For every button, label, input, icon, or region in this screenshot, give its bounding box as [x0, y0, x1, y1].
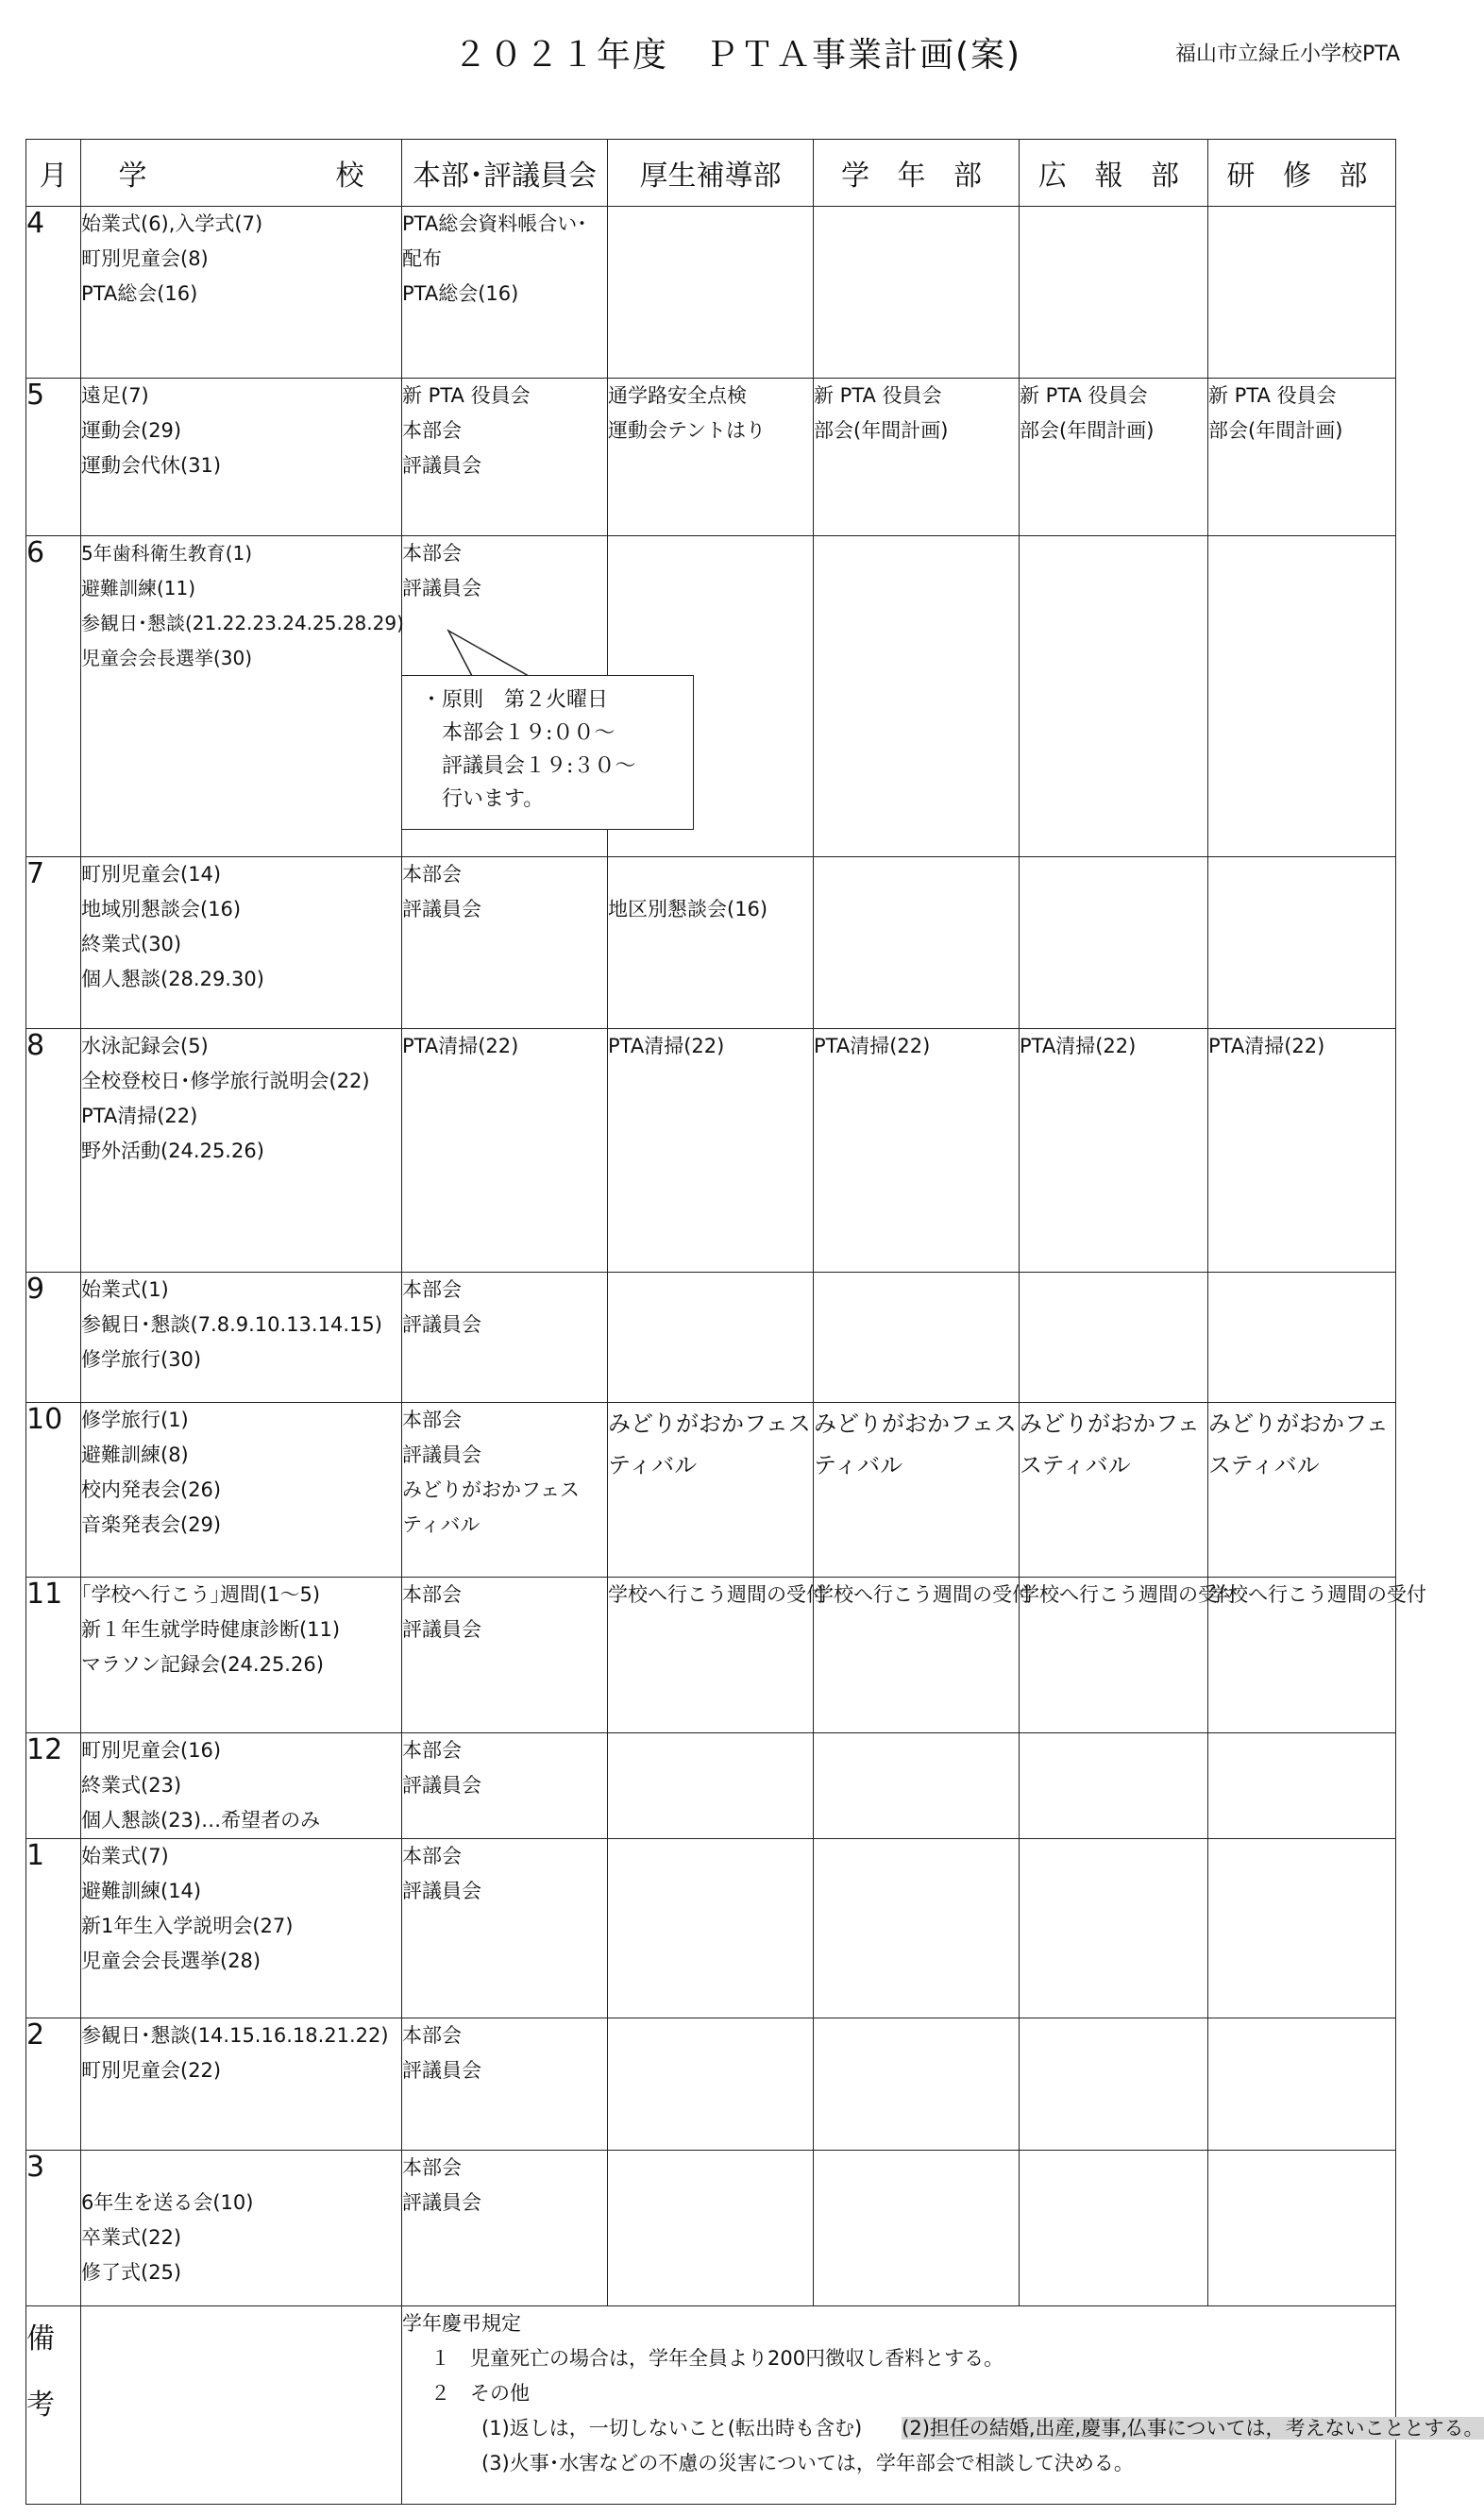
honbu-entry: 本部会 [402, 2156, 462, 2179]
school-entry: 町別児童会(16) [81, 1739, 222, 1762]
school-entry: 個人懇談(23)…希望者のみ [81, 1809, 321, 1832]
school-entry: 参観日･懇談(14.15.16.18.21.22) [81, 2024, 389, 2047]
honbu-entry: 評議員会 [402, 1313, 481, 1336]
bikou-row [26, 2306, 1396, 2505]
header-honbu: 本部･評議員会 [402, 140, 608, 207]
school-entry: 町別児童会(8) [81, 247, 209, 270]
gakunen-cell [814, 1578, 1032, 1733]
school-cell [81, 536, 402, 857]
honbu-entry: 本部会 [402, 863, 462, 886]
honbu-entry: 本部会 [402, 1583, 462, 1606]
month-cell: 9 [26, 1273, 81, 1403]
kousei-entry: PTA清掃(22) [608, 1035, 725, 1057]
header-kousei: 厚生補導部 [608, 140, 814, 207]
kenshu-entry: 学校へ行こう週間の受付 [1208, 1583, 1426, 1606]
header-kouhou: 広 報 部 [1020, 140, 1208, 207]
school-entry: 野外活動(24.25.26) [81, 1140, 264, 1162]
honbu-cell [402, 1273, 608, 1403]
callout-line-4: 行います。 [442, 787, 545, 811]
kenshu-cell [1208, 379, 1396, 536]
honbu-entry: 評議員会 [402, 1774, 481, 1797]
kousei-cell [608, 1273, 814, 1403]
month-cell: 4 [26, 207, 81, 379]
honbu-entry: 評議員会 [402, 898, 481, 920]
school-entry: 終業式(23) [81, 1774, 182, 1797]
month-row [26, 857, 1396, 1029]
gakunen-entry: 学校へ行こう週間の受付 [814, 1583, 1032, 1606]
honbu-entry: 本部会 [402, 419, 462, 442]
school-cell [81, 1403, 402, 1578]
gakunen-cell [814, 1273, 1020, 1403]
kousei-entry [608, 857, 813, 892]
bikou-sub-3: (3)火事･水害などの不慮の災害については，学年部会で相談して決める。 [481, 2452, 1134, 2474]
bikou-item-1: １ 児童死亡の場合は，学年全員より200円徴収し香料とする。 [430, 2347, 1004, 2370]
kenshu-cell [1208, 1578, 1426, 1733]
gakunen-entry: 部会(年間計画) [814, 419, 949, 442]
month-row [26, 1403, 1396, 1578]
bikou-sub-line [402, 2411, 1484, 2446]
gakunen-cell [814, 536, 1020, 857]
month-row [26, 2018, 1396, 2151]
honbu-entry: PTA清掃(22) [402, 1035, 519, 1057]
bikou-item-2: ２ その他 [430, 2382, 530, 2405]
honbu-entry: 本部会 [402, 1278, 462, 1301]
school-entry: 地域別懇談会(16) [81, 898, 242, 920]
kenshu-entry: 新 PTA 役員会 [1208, 384, 1337, 407]
kousei-entry: 学校へ行こう週間の受付 [608, 1583, 826, 1606]
kouhou-entry: 新 PTA 役員会 [1020, 384, 1148, 407]
honbu-entry: 評議員会 [402, 577, 481, 599]
school-cell [81, 2018, 402, 2151]
kousei-cell [608, 1839, 814, 2018]
school-entry [81, 2151, 401, 2186]
kenshu-cell [1208, 1403, 1396, 1578]
gakunen-cell [814, 207, 1020, 379]
school-entry: 終業式(30) [81, 933, 182, 955]
kenshu-cell [1208, 2151, 1396, 2306]
school-entry: 町別児童会(22) [81, 2059, 222, 2082]
month-row [26, 1578, 1396, 1733]
month-cell: 1 [26, 1839, 81, 2018]
honbu-entry: 本部会 [402, 2024, 462, 2047]
gakunen-entry: みどりがおかフェスティバル [814, 1410, 1017, 1478]
kouhou-entry: 部会(年間計画) [1020, 419, 1155, 442]
honbu-entry: 評議員会 [402, 454, 481, 477]
header-month: 月 [26, 140, 81, 207]
header-gakunen: 学 年 部 [814, 140, 1020, 207]
honbu-entry: 本部会 [402, 1409, 462, 1431]
header-school-char-2: 校 [335, 160, 364, 193]
school-entry: 参観日･懇談(7.8.9.10.13.14.15) [81, 1313, 382, 1336]
honbu-cell [402, 2151, 608, 2306]
month-cell: 2 [26, 2018, 81, 2151]
honbu-entry: 本部会 [402, 1845, 462, 1867]
meeting-callout [401, 675, 694, 830]
kouhou-cell [1020, 2018, 1208, 2151]
gakunen-cell [814, 379, 1020, 536]
school-entry: 始業式(6),入学式(7) [81, 212, 263, 235]
school-cell [81, 1733, 402, 1839]
kouhou-cell [1020, 1029, 1208, 1273]
bikou-title: 学年慶弔規定 [402, 2312, 521, 2335]
bikou-label-1: 備 [26, 2322, 55, 2356]
kenshu-entry: みどりがおかフェスティバル [1208, 1410, 1389, 1478]
month-cell: 5 [26, 379, 81, 536]
honbu-cell [402, 1839, 608, 2018]
kouhou-cell [1020, 379, 1208, 536]
school-entry: 水泳記録会(5) [81, 1035, 209, 1057]
kenshu-cell [1208, 2018, 1396, 2151]
month-row [26, 1733, 1396, 1839]
school-cell [81, 857, 402, 1029]
kenshu-entry: PTA清掃(22) [1208, 1035, 1325, 1057]
school-entry: 新１年生就学時健康診断(11) [81, 1618, 341, 1641]
gakunen-cell [814, 1403, 1020, 1578]
month-row [26, 1839, 1396, 2018]
kenshu-cell [1208, 1839, 1396, 2018]
bikou-sub-1: (1)返しは，一切しないこと(転出時も含む) [481, 2417, 902, 2440]
honbu-cell [402, 857, 608, 1029]
month-cell: 12 [26, 1733, 81, 1839]
kenshu-cell [1208, 207, 1396, 379]
month-cell: 7 [26, 857, 81, 1029]
school-entry: 修学旅行(1) [81, 1409, 189, 1431]
school-entry: 個人懇談(28.29.30) [81, 968, 264, 990]
kousei-cell [608, 379, 814, 536]
honbu-entry: 評議員会 [402, 1880, 481, 1902]
page-title: ２０２１年度 ＰＴＡ事業計画(案) [453, 36, 1022, 75]
school-entry: 全校登校日･修学旅行説明会(22) [81, 1070, 370, 1092]
kouhou-cell [1020, 536, 1208, 857]
month-row [26, 1029, 1396, 1273]
honbu-entry: ティバル [402, 1513, 481, 1536]
honbu-cell [402, 1578, 608, 1733]
honbu-entry: 新 PTA 役員会 [402, 384, 531, 407]
gakunen-cell [814, 2151, 1020, 2306]
honbu-entry: 評議員会 [402, 1444, 481, 1466]
month-cell: 6 [26, 536, 81, 857]
plan-table [25, 139, 1484, 2505]
month-row [26, 379, 1396, 536]
month-cell: 3 [26, 2151, 81, 2306]
honbu-cell [402, 379, 608, 536]
bikou-empty-cell [81, 2306, 402, 2505]
callout-line-3: 評議員会１９:３０～ [442, 754, 636, 778]
honbu-cell [402, 1733, 608, 1839]
bikou-content [402, 2306, 1484, 2505]
kouhou-cell [1020, 857, 1208, 1029]
bikou-sub-2: (2)担任の結婚,出産,慶事,仏事については，考えないこととする。 [902, 2417, 1484, 2440]
kousei-entry: 運動会テントはり [608, 419, 766, 442]
kouhou-cell [1020, 1403, 1208, 1578]
kousei-cell [608, 2151, 814, 2306]
school-entry: 修了式(25) [81, 2261, 182, 2284]
honbu-entry: 本部会 [402, 542, 462, 565]
honbu-entry: PTA総会(16) [402, 282, 519, 305]
school-cell [81, 379, 402, 536]
kenshu-cell [1208, 536, 1396, 857]
school-cell [81, 1578, 402, 1733]
school-entry: PTA総会(16) [81, 282, 198, 305]
kenshu-cell [1208, 857, 1396, 1029]
kousei-cell [608, 207, 814, 379]
kouhou-entry: みどりがおかフェスティバル [1020, 1410, 1200, 1478]
school-entry: 卒業式(22) [81, 2226, 182, 2249]
kousei-entry: 通学路安全点検 [608, 384, 747, 407]
kouhou-cell [1020, 1273, 1208, 1403]
callout-line-1: ・原則 第２火曜日 [421, 688, 609, 712]
school-cell [81, 207, 402, 379]
honbu-entry: 本部会 [402, 1739, 462, 1762]
honbu-entry: 評議員会 [402, 2059, 481, 2082]
school-entry: 避難訓練(8) [81, 1444, 189, 1466]
callout-line-2: 本部会１９:００～ [442, 721, 616, 745]
bikou-label [26, 2306, 81, 2505]
kousei-entry: 地区別懇談会(16) [608, 898, 768, 920]
school-entry: 修学旅行(30) [81, 1348, 202, 1371]
school-entry: 遠足(7) [81, 384, 149, 407]
school-entry: 6年生を送る会(10) [81, 2191, 254, 2214]
honbu-entry: PTA総会資料帳合い･ [402, 212, 587, 235]
header-school [81, 140, 402, 207]
month-row [26, 2151, 1396, 2306]
header-kenshu: 研 修 部 [1208, 140, 1396, 207]
kenshu-cell [1208, 1029, 1396, 1273]
school-entry: 音楽発表会(29) [81, 1513, 222, 1536]
school-entry: 5年歯科衛生教育(1) [81, 542, 253, 565]
gakunen-cell [814, 1029, 1020, 1273]
school-entry: 新1年生入学説明会(27) [81, 1915, 294, 1937]
school-cell [81, 1839, 402, 2018]
school-entry: 避難訓練(14) [81, 1880, 202, 1902]
month-cell: 10 [26, 1403, 81, 1578]
kousei-cell [608, 1029, 814, 1273]
school-entry: 始業式(7) [81, 1845, 169, 1867]
kousei-cell [608, 857, 814, 1029]
school-cell [81, 1273, 402, 1403]
school-entry: ｢学校へ行こう｣週間(1～5) [81, 1583, 321, 1606]
honbu-cell [402, 1029, 608, 1273]
gakunen-entry: 新 PTA 役員会 [814, 384, 942, 407]
school-entry: 校内発表会(26) [81, 1478, 222, 1501]
school-entry: 運動会(29) [81, 419, 182, 442]
gakunen-cell [814, 2018, 1020, 2151]
kousei-cell [608, 1403, 814, 1578]
header-row [26, 140, 1396, 207]
kouhou-cell [1020, 207, 1208, 379]
month-row [26, 207, 1396, 379]
honbu-cell [402, 2018, 608, 2151]
organization-name: 福山市立緑丘小学校PTA [1175, 42, 1401, 66]
kouhou-cell [1020, 1578, 1238, 1733]
month-cell: 8 [26, 1029, 81, 1273]
kenshu-entry: 部会(年間計画) [1208, 419, 1343, 442]
kenshu-cell [1208, 1733, 1396, 1839]
school-entry: 始業式(1) [81, 1278, 169, 1301]
school-entry: 児童会会長選挙(28) [81, 1950, 261, 1972]
kouhou-entry: 学校へ行こう週間の受付 [1020, 1583, 1238, 1606]
kouhou-cell [1020, 1839, 1208, 2018]
honbu-entry: 評議員会 [402, 2191, 481, 2214]
kouhou-cell [1020, 1733, 1208, 1839]
kousei-cell [608, 1733, 814, 1839]
kousei-cell [608, 2018, 814, 2151]
kouhou-entry: PTA清掃(22) [1020, 1035, 1137, 1057]
gakunen-cell [814, 1839, 1020, 2018]
month-row [26, 1273, 1396, 1403]
honbu-entry: 配布 [402, 247, 442, 270]
gakunen-entry: PTA清掃(22) [814, 1035, 931, 1057]
school-entry: 町別児童会(14) [81, 863, 222, 886]
kousei-cell [608, 1578, 826, 1733]
school-entry: 避難訓練(11) [81, 577, 196, 599]
honbu-entry: みどりがおかフェス [402, 1478, 580, 1501]
school-entry: 参観日･懇談(21.22.23.24.25.28.29) [81, 612, 404, 634]
month-row [26, 536, 1396, 857]
kenshu-cell [1208, 1273, 1396, 1403]
gakunen-cell [814, 857, 1020, 1029]
honbu-entry: 評議員会 [402, 1618, 481, 1641]
month-cell: 11 [26, 1578, 81, 1733]
school-cell [81, 2151, 402, 2306]
gakunen-cell [814, 1733, 1020, 1839]
kouhou-cell [1020, 2151, 1208, 2306]
school-entry: 運動会代休(31) [81, 454, 222, 477]
honbu-cell [402, 207, 608, 379]
bikou-label-2: 考 [26, 2389, 55, 2422]
kousei-entry: みどりがおかフェスティバル [608, 1410, 811, 1478]
header-school-char-1: 学 [118, 160, 147, 193]
school-entry: 児童会会長選挙(30) [81, 647, 253, 669]
honbu-cell [402, 1403, 608, 1578]
callout-tail [444, 631, 529, 678]
school-entry: マラソン記録会(24.25.26) [81, 1653, 324, 1676]
school-cell [81, 1029, 402, 1273]
school-entry: PTA清掃(22) [81, 1105, 198, 1127]
